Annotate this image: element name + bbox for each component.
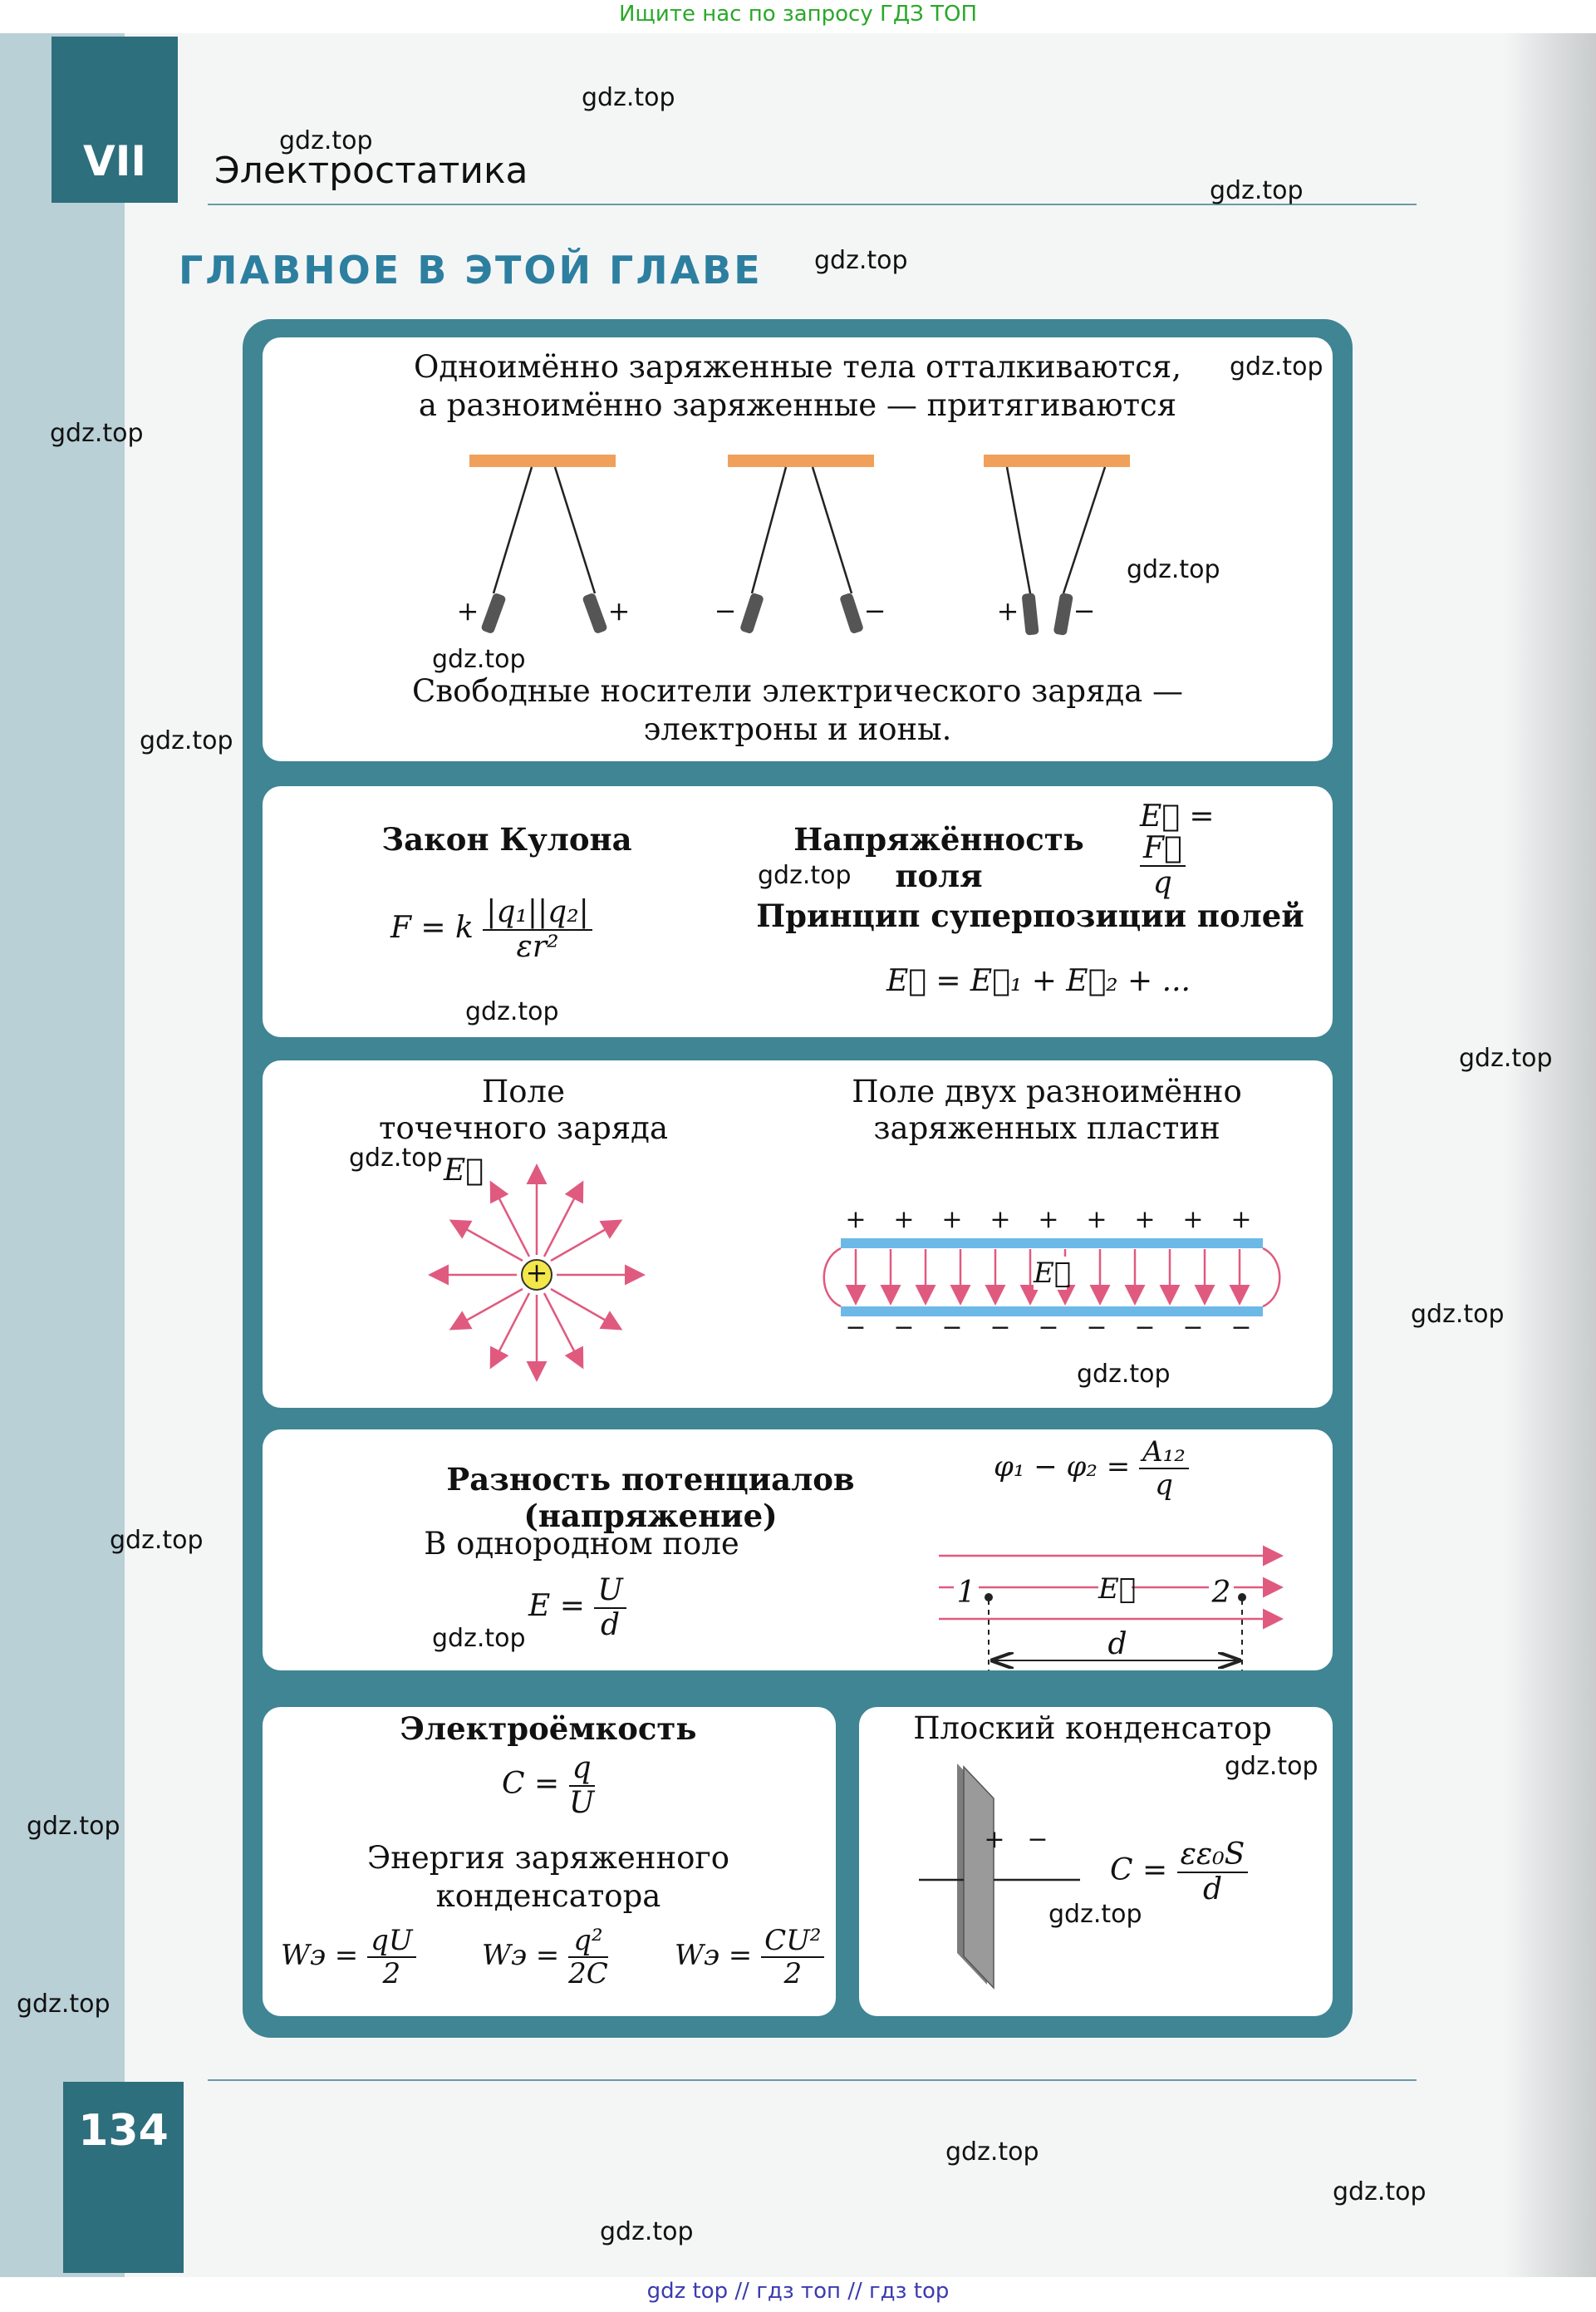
capacitance-title: Электроёмкость bbox=[400, 1710, 697, 1747]
watermark: gdz.top bbox=[582, 83, 675, 112]
watermark: gdz.top bbox=[1077, 1360, 1171, 1389]
point-field-title2: точечного заряда bbox=[378, 1110, 669, 1146]
watermark: gdz.top bbox=[758, 861, 852, 890]
watermark: gdz.top bbox=[1210, 176, 1304, 205]
chapter-title: Электростатика bbox=[214, 150, 528, 192]
w3-denominator: 2 bbox=[783, 1957, 803, 1990]
w3-lhs: Wэ = bbox=[675, 1939, 753, 1972]
plate-sign: − bbox=[1086, 1313, 1107, 1342]
plate-cap-numerator: εε₀S bbox=[1177, 1840, 1249, 1873]
plates-vector-label: E⃗ bbox=[1034, 1257, 1072, 1290]
plate-sign: − bbox=[893, 1313, 915, 1342]
w3-numerator: CU² bbox=[761, 1926, 824, 1958]
point-field-title1: Поле bbox=[482, 1074, 565, 1109]
charge-sign: + bbox=[456, 595, 479, 627]
field-title: Напряжённость поля bbox=[793, 821, 1084, 894]
watermark: gdz.top bbox=[1411, 1300, 1505, 1329]
plate-cap-denominator: d bbox=[1202, 1872, 1222, 1906]
page-number: 134 bbox=[78, 2106, 169, 2156]
plate-sign: − bbox=[941, 1313, 963, 1342]
plate-sign: − bbox=[845, 1313, 867, 1342]
capacitor-plate-front bbox=[964, 1767, 994, 1988]
watermark: gdz.top bbox=[1048, 1900, 1142, 1929]
plate-sign: − bbox=[990, 1313, 1011, 1342]
capacitor-minus: − bbox=[1027, 1825, 1048, 1854]
uniform-denominator: d bbox=[600, 1608, 621, 1642]
watermark: gdz.top bbox=[1333, 2177, 1427, 2206]
like-charges-line2: а разноимённо заряженные — притягиваются bbox=[418, 387, 1177, 423]
top-banner[interactable]: Ищите нас по запросу ГДЗ ТОП bbox=[618, 2, 978, 27]
watermark: gdz.top bbox=[349, 1144, 443, 1173]
w2-denominator: 2C bbox=[568, 1957, 608, 1990]
watermark: gdz.top bbox=[945, 2137, 1039, 2167]
charge-sign: − bbox=[1073, 595, 1096, 627]
chapter-number: VII bbox=[83, 137, 146, 185]
distance-label: d bbox=[1107, 1627, 1127, 1661]
footer-rule bbox=[208, 2079, 1417, 2081]
carriers-line1: Свободные носители электрического заряда — bbox=[412, 673, 1183, 709]
field-numerator: F⃗ bbox=[1140, 834, 1186, 867]
w1-lhs: Wэ = bbox=[281, 1939, 359, 1972]
point-2-label: 2 bbox=[1209, 1576, 1234, 1610]
pd-lhs: φ₁ − φ₂ = bbox=[994, 1450, 1131, 1483]
watermark: gdz.top bbox=[279, 126, 373, 155]
plate-sign: + bbox=[893, 1205, 915, 1234]
charge-sign: − bbox=[863, 595, 886, 627]
point-field-vector-label: E⃗ bbox=[444, 1154, 484, 1188]
plate-sign: − bbox=[1182, 1313, 1204, 1342]
energy-title2: конденсатора bbox=[435, 1878, 661, 1914]
plate-sign: + bbox=[1230, 1205, 1252, 1234]
plate-capacitor-title: Плоский конденсатор bbox=[913, 1710, 1272, 1746]
cap-denominator: U bbox=[568, 1786, 595, 1820]
carriers-line2: электроны и ионы. bbox=[643, 711, 952, 747]
w2-numerator: q² bbox=[568, 1926, 608, 1958]
capacitor-plus: + bbox=[984, 1825, 1005, 1854]
uniform-field-title: В однородном поле bbox=[424, 1526, 739, 1562]
point-1-label: 1 bbox=[954, 1576, 979, 1610]
field-denominator: q bbox=[1152, 866, 1172, 900]
pd-denominator: q bbox=[1155, 1468, 1173, 1502]
plate-capacitor-formula bbox=[1110, 1837, 1268, 1906]
watermark: gdz.top bbox=[1225, 1752, 1319, 1781]
watermark: gdz.top bbox=[1127, 555, 1220, 584]
superposition-formula: E⃗ = E⃗₁ + E⃗₂ + ... bbox=[886, 964, 1191, 998]
watermark: gdz.top bbox=[1459, 1044, 1553, 1073]
plate-sign: + bbox=[845, 1205, 867, 1234]
coulomb-numerator: |q₁||q₂| bbox=[483, 898, 592, 931]
superposition-title: Принцип суперпозиции полей bbox=[756, 898, 1304, 934]
watermark: gdz.top bbox=[27, 1812, 120, 1841]
w1-denominator: 2 bbox=[382, 1957, 401, 1990]
coulomb-lhs: F = k bbox=[390, 911, 474, 945]
field-lhs: E⃗ = bbox=[1140, 799, 1215, 834]
coulomb-denominator: εr² bbox=[516, 930, 559, 964]
watermark: gdz.top bbox=[50, 419, 144, 448]
watermark: gdz.top bbox=[600, 2217, 694, 2246]
plate-sign: − bbox=[1230, 1313, 1252, 1342]
plate-sign: − bbox=[1038, 1313, 1059, 1342]
coulomb-title: Закон Кулона bbox=[381, 821, 632, 858]
watermark: gdz.top bbox=[465, 997, 559, 1026]
plates-field-title1: Поле двух разноимённо bbox=[852, 1074, 1242, 1109]
watermark: gdz.top bbox=[17, 1990, 110, 2019]
potential-difference-title: Разность потенциалов (напряжение) bbox=[446, 1461, 855, 1534]
plate-cap-lhs: C = bbox=[1110, 1853, 1168, 1887]
plate-sign: + bbox=[1134, 1205, 1156, 1234]
w2-lhs: Wэ = bbox=[482, 1939, 560, 1972]
watermark: gdz.top bbox=[1230, 352, 1323, 381]
plates-field-title2: заряженных пластин bbox=[873, 1110, 1220, 1146]
watermark: gdz.top bbox=[432, 1624, 526, 1653]
watermark: gdz.top bbox=[110, 1526, 204, 1555]
uniform-lhs: E = bbox=[528, 1589, 585, 1623]
charge-sign: + bbox=[607, 595, 631, 627]
plate-sign: + bbox=[1086, 1205, 1107, 1234]
plate-sign: + bbox=[1182, 1205, 1204, 1234]
charge-sign: + bbox=[996, 595, 1019, 627]
like-charges-line1: Одноимённо заряженные тела отталкиваются, bbox=[413, 349, 1182, 385]
section-heading: ГЛАВНОЕ В ЭТОЙ ГЛАВЕ bbox=[179, 248, 763, 293]
energy-title1: Энергия заряженного bbox=[366, 1840, 730, 1876]
cap-lhs: C = bbox=[502, 1767, 560, 1801]
watermark: gdz.top bbox=[432, 645, 526, 674]
watermark: gdz.top bbox=[814, 246, 908, 275]
uniform-vector-label: E⃗ bbox=[1098, 1572, 1137, 1606]
charge-sign: − bbox=[714, 595, 737, 627]
plate-sign: − bbox=[1134, 1313, 1156, 1342]
cap-numerator: q bbox=[569, 1754, 595, 1787]
plate-sign: + bbox=[990, 1205, 1011, 1234]
bottom-banner[interactable]: gdz top // гдз топ // гдз top bbox=[646, 2279, 950, 2304]
pd-numerator: A₁₂ bbox=[1139, 1438, 1189, 1469]
uniform-numerator: U bbox=[594, 1576, 626, 1609]
point-charge-sign: + bbox=[525, 1257, 548, 1288]
plate-sign: + bbox=[1038, 1205, 1059, 1234]
w1-numerator: qU bbox=[367, 1926, 415, 1958]
plate-sign: + bbox=[941, 1205, 963, 1234]
watermark: gdz.top bbox=[140, 726, 233, 755]
